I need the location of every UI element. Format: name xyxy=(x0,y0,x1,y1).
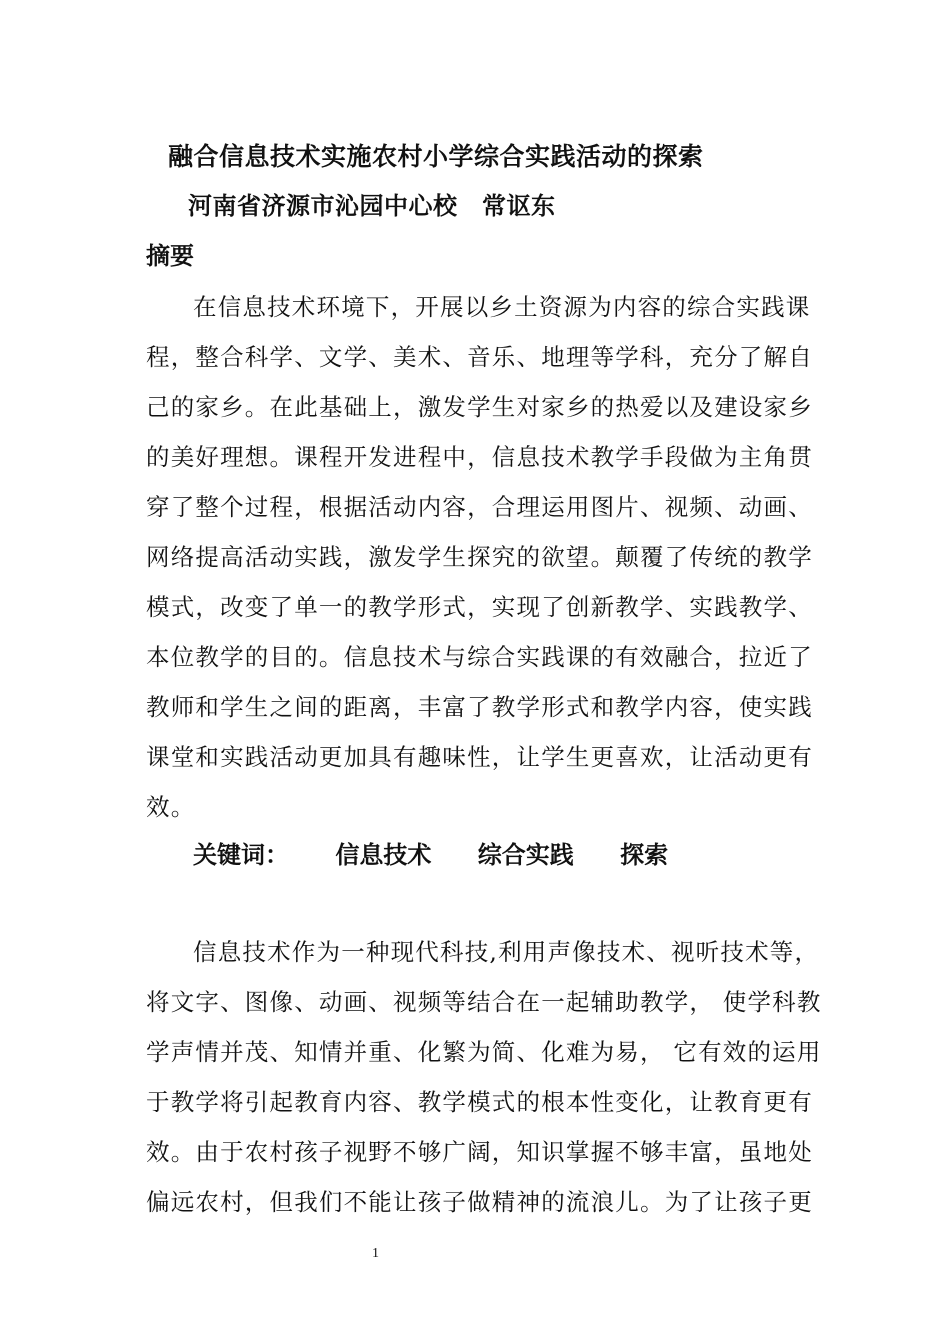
abstract-line: 课堂和实践活动更加具有趣味性，让学生更喜欢，让活动更有 xyxy=(146,743,813,771)
abstract-line: 模式，改变了单一的教学形式，实现了创新教学、实践教学、 xyxy=(146,593,813,621)
page-number: 1 xyxy=(372,1246,379,1261)
keyword-item: 综合实践 xyxy=(477,840,574,869)
body-line: 于教学将引起教育内容、教学模式的根本性变化，让教育更有 xyxy=(146,1088,813,1116)
body-line: 将文字、图像、动画、视频等结合在一起辅助教学， 使学科教 xyxy=(146,988,822,1016)
abstract-line: 本位教学的目的。信息技术与综合实践课的有效融合，拉近了 xyxy=(146,643,813,671)
abstract-line: 教师和学生之间的距离，丰富了教学形式和教学内容，使实践 xyxy=(146,693,813,721)
abstract-line: 网络提高活动实践，激发学生探究的欲望。颠覆了传统的教学 xyxy=(146,543,813,571)
abstract-line: 的美好理想。课程开发进程中，信息技术教学手段做为主角贯 xyxy=(146,443,813,471)
author-line: 河南省济源市沁园中心校 常讴东 xyxy=(188,191,556,220)
keywords-label: 关键词： xyxy=(193,840,289,869)
abstract-line: 程，整合科学、文学、美术、音乐、地理等学科，充分了解自 xyxy=(146,343,813,371)
body-line: 偏远农村，但我们不能让孩子做精神的流浪儿。为了让孩子更 xyxy=(146,1188,813,1216)
body-line: 学声情并茂、知情并重、化繁为简、化难为易， 它有效的运用 xyxy=(146,1038,822,1066)
abstract-heading: 摘要 xyxy=(146,241,194,270)
abstract-line: 穿了整个过程，根据活动内容，合理运用图片、视频、动画、 xyxy=(146,493,813,521)
document-title: 融合信息技术实施农村小学综合实践活动的探索 xyxy=(168,142,704,171)
keywords-row xyxy=(193,835,668,870)
abstract-line: 效。 xyxy=(146,793,196,821)
body-line: 信息技术作为一种现代科技,利用声像技术、视听技术等， xyxy=(193,938,820,966)
abstract-line: 己的家乡。在此基础上，激发学生对家乡的热爱以及建设家乡 xyxy=(146,393,813,421)
keyword-item: 探索 xyxy=(620,840,669,869)
abstract-line: 在信息技术环境下，开展以乡土资源为内容的综合实践课 xyxy=(193,293,811,321)
keyword-item: 信息技术 xyxy=(335,840,432,869)
body-line: 效。由于农村孩子视野不够广阔，知识掌握不够丰富，虽地处 xyxy=(146,1138,813,1166)
